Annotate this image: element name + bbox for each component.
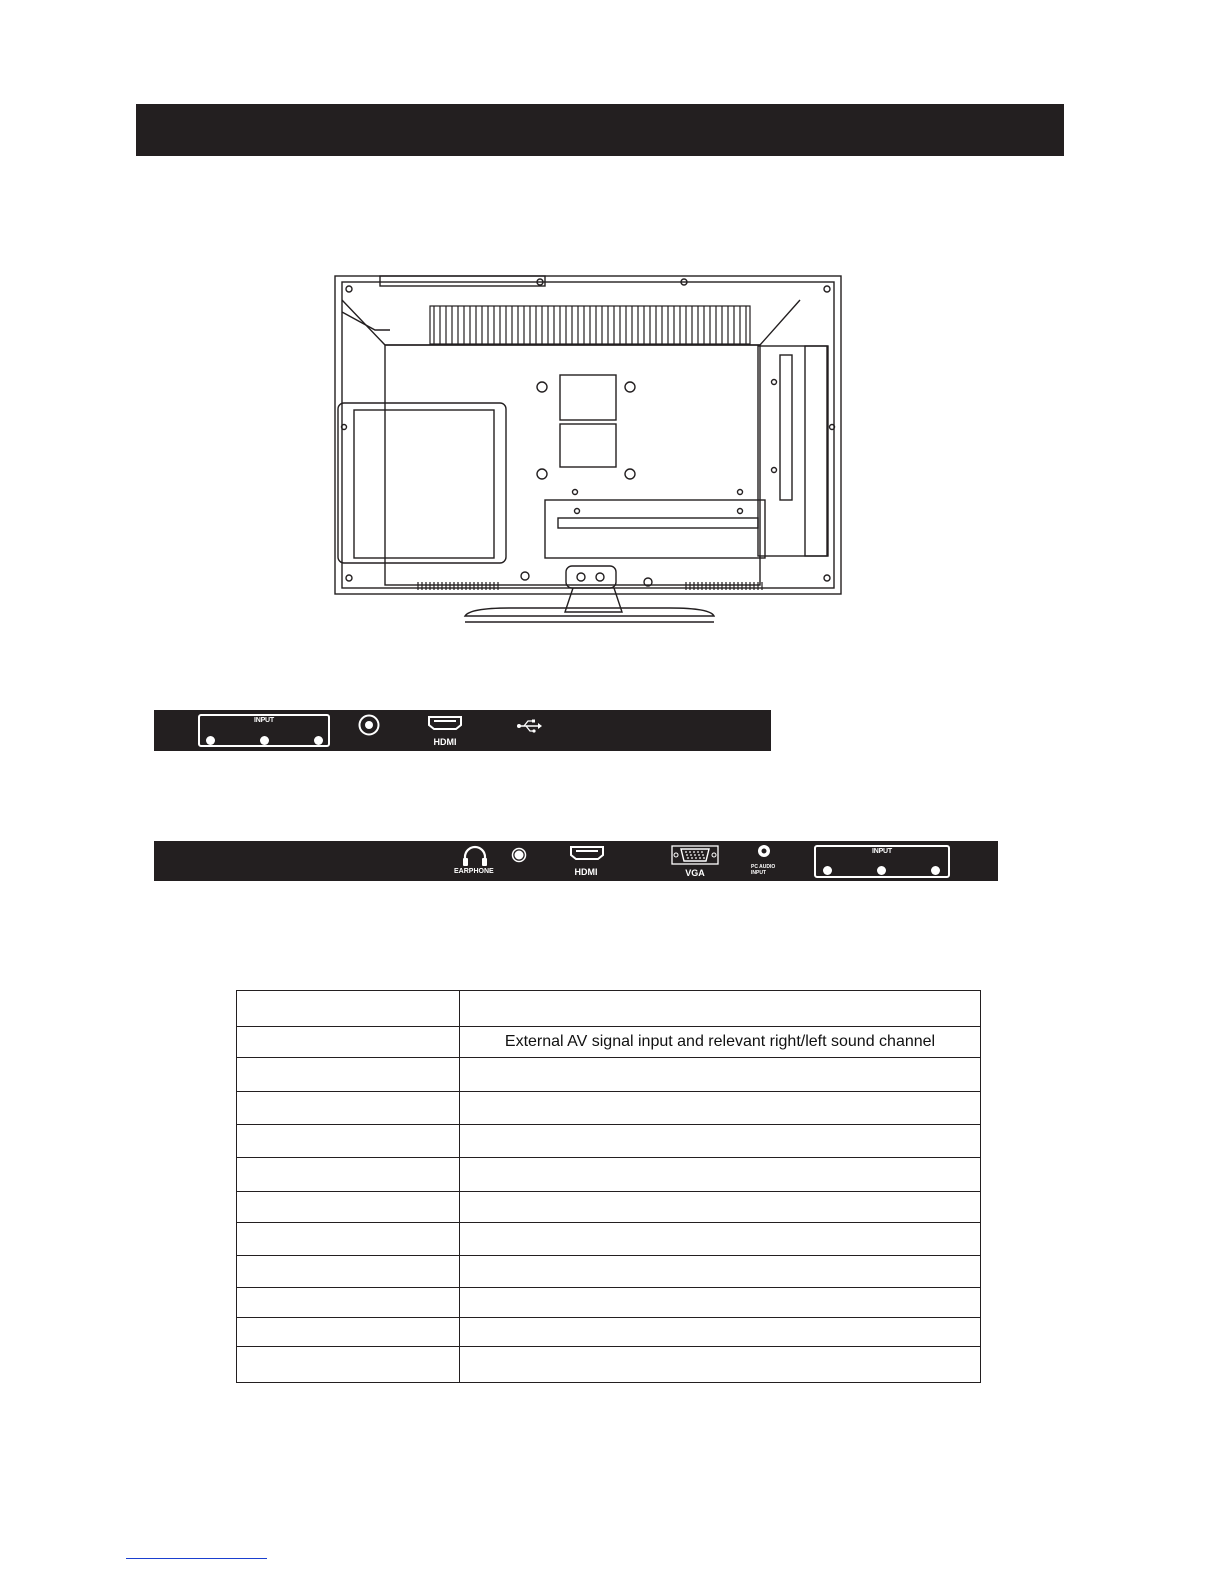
table-cell [237,1158,460,1192]
rear-connector-panel [154,841,998,881]
table-row [237,1347,981,1383]
table-cell [237,1125,460,1158]
footer-rule [126,1558,267,1559]
table-row [237,1318,981,1347]
rear-av-video-jack [823,866,832,875]
pc-audio-label-line2: INPUT [751,870,766,876]
section-header-bar [136,104,1064,156]
side-connector-panel [154,710,771,751]
table-cell [460,1223,981,1256]
table-cell [237,1092,460,1125]
table-row [237,1192,981,1223]
table-row [237,1125,981,1158]
table-cell [460,1192,981,1223]
table-cell [237,1288,460,1318]
table-cell [460,1125,981,1158]
rear-av-right-jack [931,866,940,875]
table-cell [237,1192,460,1223]
table-cell [237,1058,460,1092]
table-row [237,1223,981,1256]
table-cell [237,1223,460,1256]
av-input-block [198,714,330,747]
table-row [237,1027,981,1058]
table-cell [460,1058,981,1092]
table-cell [460,1256,981,1288]
earphone-jack-icon [511,847,527,863]
table-cell [237,1027,460,1058]
pc-audio-label [751,864,775,876]
table-row [237,1092,981,1125]
earphone-label: EARPHONE [454,868,494,875]
rear-av-left-jack [877,866,886,875]
rear-av-input-block [814,845,950,878]
pc-audio-label-line1: PC AUDIO [751,864,776,870]
table-row [237,1256,981,1288]
vga-port-icon [671,845,719,865]
table-row [237,991,981,1027]
hdmi-port-icon [569,845,605,861]
connector-description-table [236,990,981,1383]
table-cell [460,1158,981,1192]
table-cell [237,991,460,1027]
table-cell [237,1318,460,1347]
hdmi-label: HDMI [574,867,598,877]
hdmi-label: HDMI [433,737,457,747]
av-input-label: INPUT [253,717,274,724]
coaxial-jack-icon [358,714,380,736]
table-cell [460,1092,981,1125]
table-cell: External AV signal input and relevant right/left sound channel [460,1027,981,1058]
table-row [237,1288,981,1318]
table-cell [237,1347,460,1383]
av-right-jack [314,736,323,745]
table-cell [237,1256,460,1288]
table-cell [460,1347,981,1383]
table-cell [460,991,981,1027]
table-row [237,1058,981,1092]
table-cell [460,1318,981,1347]
hdmi-port-icon [427,715,463,731]
vga-label: VGA [685,868,705,878]
av-video-jack [206,736,215,745]
table-row [237,1158,981,1192]
pc-audio-jack-icon [757,844,771,858]
headphone-icon [461,845,489,867]
rear-av-input-label: INPUT [871,848,892,855]
usb-icon [516,718,542,734]
tv-rear-illustration [330,270,850,630]
table-cell [460,1288,981,1318]
av-left-jack [260,736,269,745]
